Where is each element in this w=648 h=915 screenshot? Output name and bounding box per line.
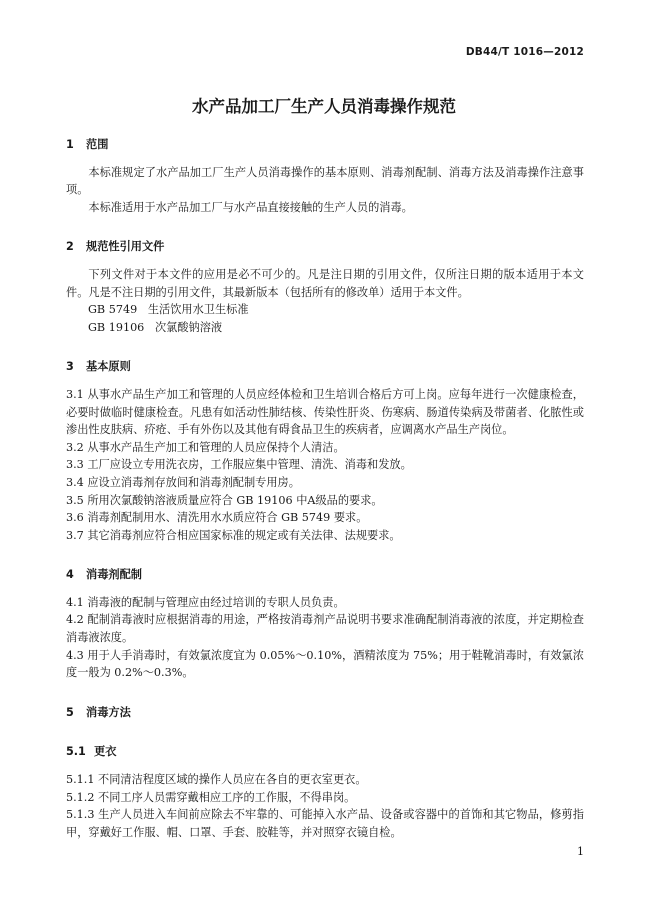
clause-item: 5.1.3 生产人员进入车间前应除去不牢靠的、可能掉入水产品、设备或容器中的首饰和其它物品，修剪指甲，穿戴好工作服、帽、口罩、手套、胶鞋等，并对照穿衣镜自检。 (66, 808, 584, 839)
clause-item: 3.5 所用次氯酸钠溶液质量应符合 GB 19106 中A级品的要求。 (66, 493, 383, 507)
section-number: 2 (66, 240, 74, 254)
clause-item: 3.1 从事水产品生产加工和管理的人员应经体检和卫生培训合格后方可上岗。应每年进行一次健康检查，必要时做临时健康检查。凡患有如活动性肺结核、传染性肝炎、伤寒病、肠道传染病及带菌者、化脓性或渗出性皮肤病、疥疮、手有外伤以及其他有碍食品卫生的疾病者，应调离水产品生产岗位。 (66, 387, 584, 437)
clause-item: 5.1.2 不同工序人员需穿戴相应工序的工作服，不得串岗。 (66, 790, 356, 804)
section-title: 基本原则 (86, 360, 131, 374)
section-title: 范围 (86, 138, 109, 151)
section-2-heading (66, 238, 584, 256)
section-5-heading (66, 704, 584, 722)
subsection-5-1-heading (66, 743, 584, 761)
subsection-number: 5.1 (66, 745, 86, 759)
clause-item: 3.4 应设立消毒剂存放间和消毒剂配制专用房。 (66, 475, 300, 489)
paragraph: 本标准规定了水产品加工厂生产人员消毒操作的基本原则、消毒剂配制、消毒方法及消毒操作注意事项。 (66, 165, 584, 197)
section-title: 消毒方法 (86, 705, 131, 719)
clause-item: 4.2 配制消毒液时应根据消毒的用途，严格按消毒剂产品说明书要求准确配制消毒液的浓度，并定期检查消毒液浓度。 (66, 613, 584, 645)
subsection-title: 更衣 (94, 745, 117, 759)
reference-item: GB 5749 生活饮用水卫生标准 (88, 303, 249, 317)
document-body (66, 136, 584, 841)
page-number: 1 (577, 845, 584, 858)
section-1-heading (66, 136, 584, 154)
clause-item: 3.2 从事水产品生产加工和管理的人员应保持个人清洁。 (66, 440, 345, 454)
clause-item: 4.1 消毒液的配制与管理应由经过培训的专职人员负责。 (66, 595, 345, 609)
clause-item: 3.3 工厂应设立专用洗衣房，工作服应集中管理、清洗、消毒和发放。 (66, 458, 412, 472)
section-number: 3 (66, 360, 74, 374)
clause-item: 4.3 用于人手消毒时，有效氯浓度宜为 0.05%～0.10%，酒精浓度为 75%；用于鞋靴消毒时，有效氯浓度一般为 0.2%～0.3%。 (66, 648, 584, 680)
section-title: 消毒剂配制 (86, 568, 142, 582)
section-4-heading (66, 566, 584, 584)
standard-code: DB44/T 1016—2012 (465, 46, 584, 58)
paragraph: 本标准适用于水产品加工厂与水产品直接接触的生产人员的消毒。 (88, 200, 413, 214)
document-title: 水产品加工厂生产人员消毒操作规范 (192, 97, 456, 116)
section-number: 4 (66, 568, 74, 582)
clause-item: 3.7 其它消毒剂应符合相应国家标准的规定或有关法律、法规要求。 (66, 528, 401, 542)
clause-item: 5.1.1 不同清洁程度区域的操作人员应在各自的更衣室更衣。 (66, 773, 367, 787)
reference-item: GB 19106 次氯酸钠溶液 (88, 320, 223, 334)
paragraph: 下列文件对于本文件的应用是必不可少的。凡是注日期的引用文件，仅所注日期的版本适用于本文件。凡是不注日期的引用文件，其最新版本（包括所有的修改单）适用于本文件。 (66, 267, 584, 299)
section-number: 1 (66, 138, 74, 151)
section-number: 5 (66, 705, 74, 719)
section-title: 规范性引用文件 (86, 240, 165, 254)
section-3-heading (66, 358, 584, 376)
clause-item: 3.6 消毒剂配制用水、清洗用水水质应符合 GB 5749 要求。 (66, 511, 368, 525)
